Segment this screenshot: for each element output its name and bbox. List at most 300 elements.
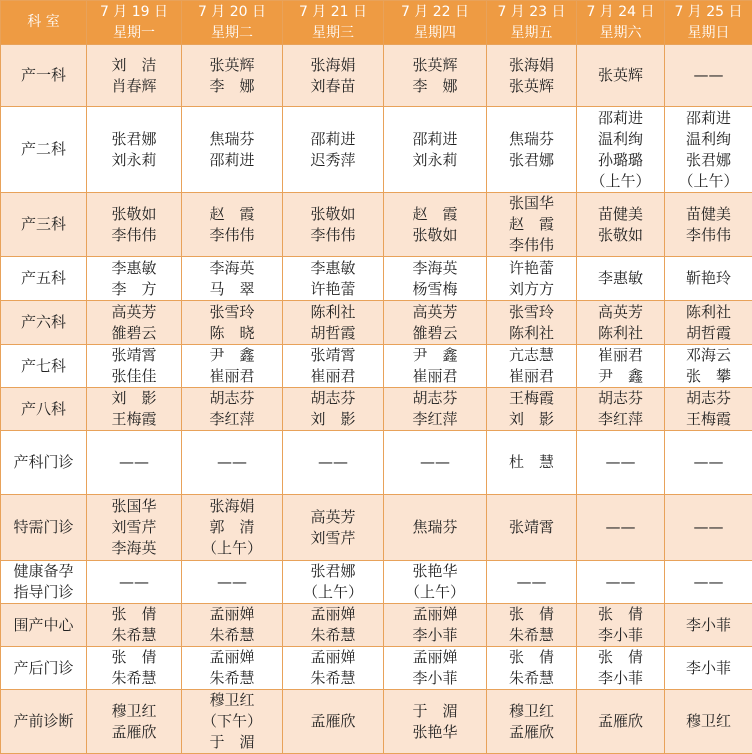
table-row (1, 193, 752, 257)
dept-name-cell (1, 107, 87, 193)
duty-cell (487, 301, 577, 345)
doctor-name: 李海英 (182, 258, 282, 279)
doctor-name: 于 湄 (384, 701, 486, 722)
doctor-name: 苗健美 (577, 204, 664, 225)
doctor-name: 陈利社 (577, 323, 664, 344)
doctor-name: —— (665, 65, 752, 86)
doctor-name: 胡志芬 (665, 388, 752, 409)
doctor-name: 李伟伟 (87, 225, 181, 246)
doctor-name: 李小菲 (665, 615, 752, 636)
duty-cell (487, 345, 577, 388)
duty-cell (87, 604, 182, 647)
doctor-name: 胡志芬 (384, 388, 486, 409)
doctor-name: —— (87, 572, 181, 593)
doctor-name: 刘雪芹 (283, 528, 383, 549)
doctor-name: 朱希慧 (283, 668, 383, 689)
table-row (1, 690, 752, 754)
doctor-name: 李海英 (384, 258, 486, 279)
doctor-name: 朱希慧 (487, 668, 576, 689)
dept-name-line: 产六科 (1, 312, 86, 333)
duty-cell (384, 45, 487, 107)
doctor-name: 刘永莉 (87, 150, 181, 171)
doctor-name: 张海娟 (487, 55, 576, 76)
doctor-name: 张海娟 (283, 55, 383, 76)
doctor-name: 张靖霄 (87, 345, 181, 366)
doctor-name: 刘 洁 (87, 55, 181, 76)
duty-cell (283, 604, 384, 647)
dept-name-cell (1, 301, 87, 345)
doctor-name: 李惠敏 (87, 258, 181, 279)
doctor-name: 刘春苗 (283, 76, 383, 97)
duty-cell (182, 495, 283, 561)
doctor-name: 于 湄 (182, 732, 282, 753)
dept-name-cell (1, 561, 87, 604)
doctor-name: 赵 霞 (487, 214, 576, 235)
doctor-name: 李伟伟 (665, 225, 752, 246)
duty-cell (665, 301, 752, 345)
duty-cell (283, 301, 384, 345)
doctor-name: —— (577, 452, 664, 473)
doctor-name: 张雪玲 (182, 302, 282, 323)
doctor-name: 张艳华 (384, 722, 486, 743)
duty-cell (487, 193, 577, 257)
duty-cell (665, 561, 752, 604)
doctor-name: 孟丽婵 (283, 604, 383, 625)
duty-cell (384, 431, 487, 495)
duty-cell (384, 604, 487, 647)
doctor-name: 穆卫红 (487, 701, 576, 722)
doctor-name: 朱希慧 (87, 625, 181, 646)
header-row (1, 1, 752, 45)
duty-cell (283, 193, 384, 257)
doctor-name: 李红萍 (384, 409, 486, 430)
duty-cell (87, 388, 182, 431)
duty-cell (577, 107, 665, 193)
dept-name-cell (1, 257, 87, 301)
doctor-name: 朱希慧 (283, 625, 383, 646)
dept-name-cell (1, 431, 87, 495)
duty-cell (283, 45, 384, 107)
doctor-name: 孟丽婵 (283, 647, 383, 668)
duty-cell (384, 257, 487, 301)
doctor-name: 张敬如 (384, 225, 486, 246)
duty-cell (384, 495, 487, 561)
duty-cell (384, 301, 487, 345)
doctor-name: 李伟伟 (487, 235, 576, 256)
duty-cell (487, 107, 577, 193)
doctor-name: 张 攀 (665, 366, 752, 387)
dept-name-cell (1, 345, 87, 388)
doctor-name: 刘 影 (283, 409, 383, 430)
duty-cell (87, 257, 182, 301)
duty-cell (182, 257, 283, 301)
doctor-name: 尹 鑫 (182, 345, 282, 366)
day-column-header: 7 月 23 日 星期五 (487, 1, 577, 45)
doctor-name: 孟丽婵 (182, 604, 282, 625)
duty-cell (487, 561, 577, 604)
doctor-name: 刘 影 (87, 388, 181, 409)
dept-name-line: 产五科 (1, 268, 86, 289)
doctor-name: 温利绚 (577, 129, 664, 150)
doctor-name: 孟雁欣 (487, 722, 576, 743)
doctor-name: 尹 鑫 (384, 345, 486, 366)
doctor-name: 张 倩 (577, 604, 664, 625)
doctor-name: 张英辉 (182, 55, 282, 76)
doctor-name: —— (665, 452, 752, 473)
doctor-name: —— (665, 572, 752, 593)
dept-name-line: 产前诊断 (1, 711, 86, 732)
duty-cell (87, 45, 182, 107)
doctor-name: 李海英 (87, 538, 181, 559)
doctor-name: 迟秀萍 (283, 150, 383, 171)
table-row (1, 107, 752, 193)
doctor-name: 孟雁欣 (283, 711, 383, 732)
duty-cell (577, 301, 665, 345)
dept-name-cell (1, 495, 87, 561)
duty-cell (577, 257, 665, 301)
duty-cell (182, 301, 283, 345)
duty-cell (182, 45, 283, 107)
doctor-name: 郭 清 (182, 517, 282, 538)
doctor-name: 温利绚 (665, 129, 752, 150)
table-row (1, 647, 752, 690)
duty-cell (384, 647, 487, 690)
doctor-name: 张敬如 (283, 204, 383, 225)
duty-cell (487, 647, 577, 690)
doctor-name: 张艳华 (384, 561, 486, 582)
doctor-name: 高英芳 (283, 507, 383, 528)
duty-cell (182, 193, 283, 257)
duty-cell (487, 45, 577, 107)
doctor-name: 马 翠 (182, 279, 282, 300)
doctor-name: 李 娜 (182, 76, 282, 97)
duty-cell (182, 345, 283, 388)
dept-name-line: 特需门诊 (1, 517, 86, 538)
duty-cell (87, 690, 182, 754)
duty-cell (577, 690, 665, 754)
doctor-name: 李小菲 (577, 625, 664, 646)
doctor-name: 孟雁欣 (87, 722, 181, 743)
doctor-name: 张君娜 (283, 561, 383, 582)
duty-cell (283, 257, 384, 301)
doctor-name: 张君娜 (665, 150, 752, 171)
doctor-name: 刘 影 (487, 409, 576, 430)
doctor-name: 尹 鑫 (577, 366, 664, 387)
doctor-name: 胡志芬 (283, 388, 383, 409)
duty-cell (182, 107, 283, 193)
doctor-name: 李伟伟 (182, 225, 282, 246)
duty-cell (577, 604, 665, 647)
doctor-name: 张靖霄 (283, 345, 383, 366)
doctor-name: 刘雪芹 (87, 517, 181, 538)
doctor-name: 杨雪梅 (384, 279, 486, 300)
doctor-name: —— (182, 452, 282, 473)
doctor-name: （上午） (182, 538, 282, 559)
dept-name-cell (1, 604, 87, 647)
doctor-name: 李惠敏 (577, 268, 664, 289)
day-column-header: 7 月 25 日 星期日 (665, 1, 752, 45)
doctor-name: 张君娜 (487, 150, 576, 171)
doctor-name: 刘永莉 (384, 150, 486, 171)
dept-column-header: 科 室 (1, 1, 87, 45)
doctor-name: 王梅霞 (87, 409, 181, 430)
doctor-name: —— (182, 572, 282, 593)
doctor-name: 高英芳 (577, 302, 664, 323)
duty-cell (577, 388, 665, 431)
duty-cell (283, 561, 384, 604)
duty-cell (87, 647, 182, 690)
dept-name-cell (1, 45, 87, 107)
doctor-name: 朱希慧 (487, 625, 576, 646)
doctor-name: 苗健美 (665, 204, 752, 225)
doctor-name: 穆卫红 (87, 701, 181, 722)
doctor-name: 张国华 (87, 496, 181, 517)
doctor-name: 张国华 (487, 193, 576, 214)
doctor-name: —— (87, 452, 181, 473)
duty-cell (665, 45, 752, 107)
duty-cell (665, 604, 752, 647)
duty-cell (87, 345, 182, 388)
doctor-name: 张敬如 (577, 225, 664, 246)
doctor-name: 张 倩 (577, 647, 664, 668)
duty-cell (577, 495, 665, 561)
doctor-name: 张佳佳 (87, 366, 181, 387)
table-row (1, 561, 752, 604)
duty-cell (577, 647, 665, 690)
doctor-name: 李惠敏 (283, 258, 383, 279)
doctor-name: 高英芳 (87, 302, 181, 323)
doctor-name: 赵 霞 (182, 204, 282, 225)
doctor-name: 孟雁欣 (577, 711, 664, 732)
table-row (1, 45, 752, 107)
doctor-name: （上午） (283, 582, 383, 603)
doctor-name: 赵 霞 (384, 204, 486, 225)
duty-cell (577, 561, 665, 604)
doctor-name: 孟丽婵 (384, 604, 486, 625)
doctor-name: 雒碧云 (384, 323, 486, 344)
doctor-name: 张君娜 (87, 129, 181, 150)
doctor-name: 张 倩 (87, 604, 181, 625)
doctor-name: 陈利社 (665, 302, 752, 323)
table-row (1, 257, 752, 301)
doctor-name: 亢志慧 (487, 345, 576, 366)
dept-name-line: 指导门诊 (1, 582, 86, 603)
doctor-name: 孙璐璐 (577, 150, 664, 171)
doctor-name: 李小菲 (384, 625, 486, 646)
table-row (1, 604, 752, 647)
duty-cell (577, 193, 665, 257)
doctor-name: 张靖霄 (487, 517, 576, 538)
doctor-name: （下午） (182, 711, 282, 732)
doctor-name: 李红萍 (182, 409, 282, 430)
day-column-header: 7 月 24 日 星期六 (577, 1, 665, 45)
duty-cell (665, 193, 752, 257)
doctor-name: 邓海云 (665, 345, 752, 366)
duty-cell (87, 561, 182, 604)
doctor-name: —— (283, 452, 383, 473)
doctor-name: 王梅霞 (665, 409, 752, 430)
dept-name-line: 产后门诊 (1, 658, 86, 679)
dept-name-line: 产二科 (1, 139, 86, 160)
duty-cell (487, 388, 577, 431)
duty-cell (384, 345, 487, 388)
duty-cell (87, 301, 182, 345)
duty-cell (87, 431, 182, 495)
doctor-name: 穆卫红 (665, 711, 752, 732)
duty-cell (182, 604, 283, 647)
dept-name-cell (1, 193, 87, 257)
duty-cell (384, 193, 487, 257)
day-column-header: 7 月 22 日 星期四 (384, 1, 487, 45)
doctor-name: 靳艳玲 (665, 268, 752, 289)
duty-cell (182, 388, 283, 431)
doctor-name: （上午） (384, 582, 486, 603)
doctor-name: 胡哲霞 (283, 323, 383, 344)
doctor-name: 陈利社 (487, 323, 576, 344)
day-column-header: 7 月 21 日 星期三 (283, 1, 384, 45)
duty-cell (487, 690, 577, 754)
doctor-name: 穆卫红 (182, 690, 282, 711)
doctor-name: 孟丽婵 (384, 647, 486, 668)
doctor-name: 朱希慧 (182, 668, 282, 689)
duty-cell (283, 345, 384, 388)
dept-name-line: 产八科 (1, 399, 86, 420)
doctor-name: 崔丽君 (577, 345, 664, 366)
duty-cell (283, 495, 384, 561)
doctor-name: 许艳蕾 (283, 279, 383, 300)
duty-cell (87, 107, 182, 193)
doctor-name: 焦瑞芬 (487, 129, 576, 150)
day-column-header: 7 月 19 日 星期一 (87, 1, 182, 45)
doctor-name: —— (577, 517, 664, 538)
doctor-name: —— (487, 572, 576, 593)
doctor-name: 张英辉 (384, 55, 486, 76)
doctor-name: 胡志芬 (182, 388, 282, 409)
doctor-name: 李小菲 (665, 658, 752, 679)
doctor-name: 朱希慧 (87, 668, 181, 689)
duty-cell (665, 647, 752, 690)
doctor-name: （上午） (577, 171, 664, 192)
duty-cell (665, 257, 752, 301)
duty-cell (283, 107, 384, 193)
duty-cell (665, 388, 752, 431)
duty-cell (577, 431, 665, 495)
doctor-name: 胡哲霞 (665, 323, 752, 344)
doctor-name: 许艳蕾 (487, 258, 576, 279)
doctor-name: 邵莉进 (384, 129, 486, 150)
duty-cell (182, 690, 283, 754)
doctor-name: 李 娜 (384, 76, 486, 97)
duty-cell (487, 257, 577, 301)
doctor-name: 王梅霞 (487, 388, 576, 409)
doctor-name: 李伟伟 (283, 225, 383, 246)
duty-cell (283, 388, 384, 431)
duty-cell (384, 690, 487, 754)
duty-cell (577, 345, 665, 388)
doctor-name: 张雪玲 (487, 302, 576, 323)
dept-name-cell (1, 388, 87, 431)
duty-cell (577, 45, 665, 107)
duty-cell (384, 388, 487, 431)
doctor-name: （上午） (665, 171, 752, 192)
doctor-name: 雒碧云 (87, 323, 181, 344)
duty-cell (87, 495, 182, 561)
doctor-name: 张英辉 (487, 76, 576, 97)
doctor-name: 张 倩 (487, 647, 576, 668)
doctor-name: 张英辉 (577, 65, 664, 86)
duty-cell (487, 604, 577, 647)
duty-cell (665, 345, 752, 388)
doctor-name: 高英芳 (384, 302, 486, 323)
table-row (1, 388, 752, 431)
duty-cell (87, 193, 182, 257)
day-column-header: 7 月 20 日 星期二 (182, 1, 283, 45)
doctor-name: 张 倩 (87, 647, 181, 668)
duty-cell (182, 561, 283, 604)
doctor-name: 邵莉进 (182, 150, 282, 171)
doctor-name: 邵莉进 (577, 108, 664, 129)
doctor-name: 肖春辉 (87, 76, 181, 97)
doctor-name: 焦瑞芬 (384, 517, 486, 538)
doctor-name: —— (577, 572, 664, 593)
doctor-name: 邵莉进 (283, 129, 383, 150)
duty-cell (283, 431, 384, 495)
duty-cell (665, 690, 752, 754)
doctor-name: 李小菲 (577, 668, 664, 689)
doctor-name: 陈利社 (283, 302, 383, 323)
doctor-name: 杜 慧 (487, 452, 576, 473)
duty-cell (487, 431, 577, 495)
duty-cell (283, 690, 384, 754)
duty-cell (665, 431, 752, 495)
doctor-name: 李红萍 (577, 409, 664, 430)
doctor-name: 崔丽君 (283, 366, 383, 387)
doctor-name: 焦瑞芬 (182, 129, 282, 150)
doctor-name: —— (665, 517, 752, 538)
duty-cell (665, 495, 752, 561)
dept-name-line: 产科门诊 (1, 452, 86, 473)
table-row (1, 301, 752, 345)
dept-name-cell (1, 690, 87, 754)
table-row (1, 431, 752, 495)
duty-cell (384, 107, 487, 193)
doctor-name: 李 方 (87, 279, 181, 300)
dept-name-cell (1, 647, 87, 690)
dept-name-line: 产七科 (1, 356, 86, 377)
doctor-name: 李小菲 (384, 668, 486, 689)
doctor-name: 崔丽君 (487, 366, 576, 387)
duty-cell (182, 431, 283, 495)
doctor-name: 朱希慧 (182, 625, 282, 646)
table-row (1, 345, 752, 388)
doctor-name: 孟丽婵 (182, 647, 282, 668)
dept-name-line: 健康备孕 (1, 561, 86, 582)
doctor-name: 崔丽君 (182, 366, 282, 387)
doctor-name: 张海娟 (182, 496, 282, 517)
dept-name-line: 产一科 (1, 65, 86, 86)
doctor-name: 胡志芬 (577, 388, 664, 409)
duty-cell (182, 647, 283, 690)
doctor-name: 崔丽君 (384, 366, 486, 387)
doctor-name: 刘方方 (487, 279, 576, 300)
doctor-name: 陈 晓 (182, 323, 282, 344)
dept-name-line: 围产中心 (1, 615, 86, 636)
doctor-name: 张 倩 (487, 604, 576, 625)
duty-cell (283, 647, 384, 690)
doctor-name: —— (384, 452, 486, 473)
doctor-name: 张敬如 (87, 204, 181, 225)
dept-name-line: 产三科 (1, 214, 86, 235)
